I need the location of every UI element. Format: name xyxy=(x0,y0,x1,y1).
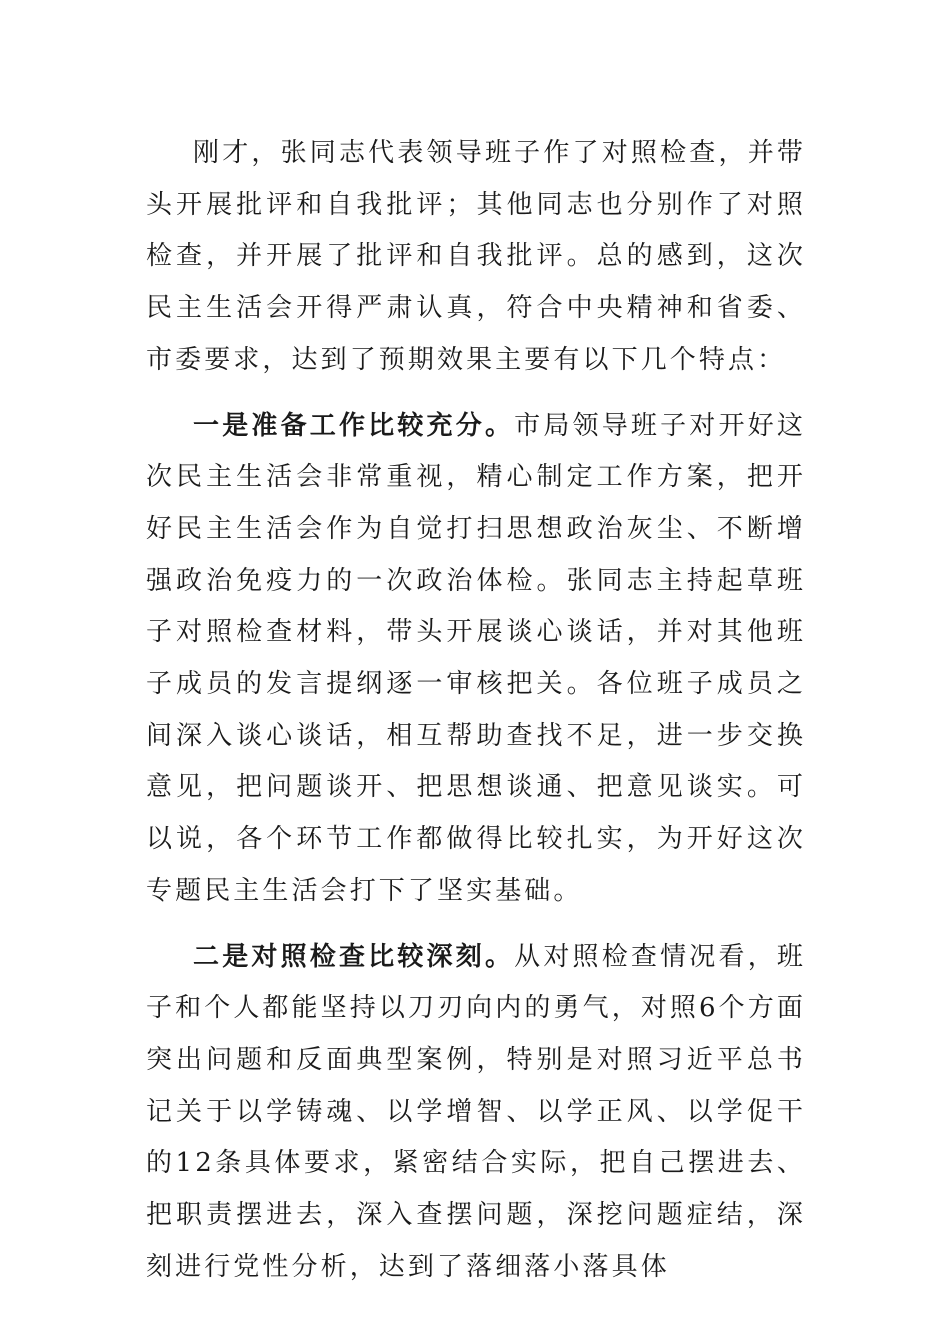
paragraph-point-2-heading: 二是对照检查比较深刻。 xyxy=(193,941,515,972)
paragraph-point-2 xyxy=(146,932,806,1294)
document-body xyxy=(146,128,806,1307)
paragraph-point-1 xyxy=(146,401,806,918)
paragraph-point-1-heading: 一是准备工作比较充分。 xyxy=(193,410,515,441)
paragraph-point-1-text: 市局领导班子对开好这次民主生活会非常重视，精心制定工作方案，把开好民主生活会作为自觉打扫思想政治灰尘、不断增强政治免疫力的一次政治体检。张同志主持起草班子对照检查材料，带头开展谈心谈话，并对其他班子成员的发言提纲逐一审核把关。各位班子成员之间深入谈心谈话，相互帮助查找不足，进一步交换意见，把问题谈开、把思想谈通、把意见谈实。可以说，各个环节工作都做得比较扎实，为开好这次专题民主生活会打下了坚实基础。 xyxy=(146,410,806,906)
paragraph-point-2-text: 从对照检查情况看，班子和个人都能坚持以刀刃向内的勇气，对照6个方面突出问题和反面典型案例，特别是对照习近平总书记关于以学铸魂、以学增智、以学正风、以学促干的12条具体要求，紧密结合实际，把自己摆进去、把职责摆进去，深入查摆问题，深挖问题症结，深刻进行党性分析，达到了落细落小落具体 xyxy=(146,941,806,1282)
paragraph-intro xyxy=(146,128,806,387)
paragraph-intro-text: 刚才，张同志代表领导班子作了对照检查，并带头开展批评和自我批评；其他同志也分别作了对照检查，并开展了批评和自我批评。总的感到，这次民主生活会开得严肃认真，符合中央精神和省委、市委要求，达到了预期效果主要有以下几个特点： xyxy=(146,138,806,375)
